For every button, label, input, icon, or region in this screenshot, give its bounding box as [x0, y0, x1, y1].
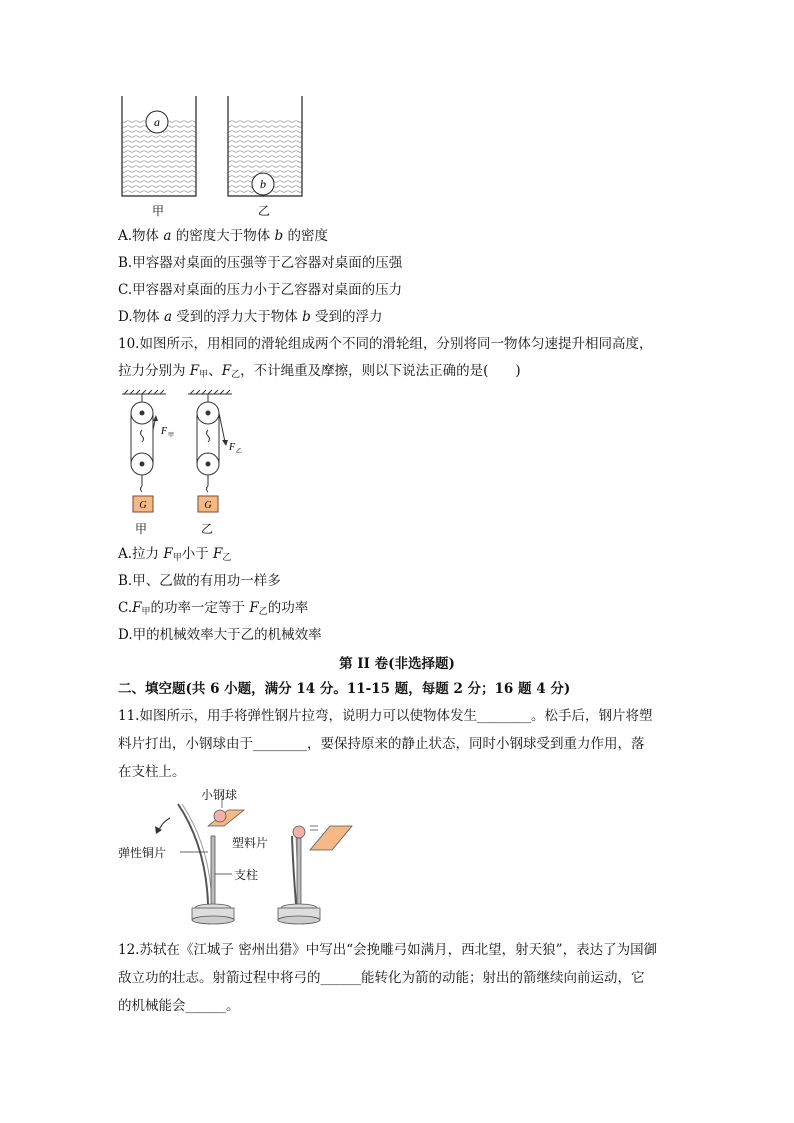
ball-a-label: a [154, 115, 160, 129]
caption-yi: 乙 [258, 204, 271, 218]
q12-line2: 敌立功的壮志。射箭过程中将弓的______能转化为箭的动能；射出的箭继续向前运动，它 [118, 970, 645, 986]
caption-jia: 甲 [152, 204, 165, 218]
apparatus-left [155, 804, 244, 924]
q9-option-c: C.甲容器对桌面的压力小于乙容器对桌面的压力 [118, 282, 403, 298]
arrow-right [222, 440, 228, 446]
pulley-system-left [131, 394, 156, 492]
q11-line1: 11.如图所示，用手将弹性钢片拉弯，说明力可以使物体发生________。松手后，钢片将塑 [118, 708, 653, 724]
apparatus-right [278, 826, 352, 924]
weight-left-label: G [139, 500, 147, 511]
q10-option-d: D.甲的机械效率大于乙的机械效率 [118, 627, 322, 643]
weight-right-label: G [204, 500, 212, 511]
q9-option-a: A.物体 a 的密度大于物体 b 的密度 [118, 228, 328, 244]
force-left-sub: 甲 [168, 432, 175, 439]
containers-figure [118, 94, 318, 224]
q12-line3: 的机械能会______。 [118, 998, 240, 1014]
q10-stem-line2: 拉力分别为 $F_甲$、$F_乙$，不计绳重及摩擦，则以下说法正确的是( ) [118, 363, 521, 380]
spring-figure [118, 786, 368, 930]
arrow-left [153, 415, 158, 421]
label-pillar: 支柱 [234, 868, 259, 882]
q9-option-d: D.物体 a 受到的浮力大于物体 b 受到的浮力 [118, 309, 383, 325]
q10-option-b: B.甲、乙做的有用功一样多 [118, 573, 281, 589]
label-spring-copper: 弹性铜片 [118, 846, 167, 860]
q11-line3: 在支柱上。 [118, 764, 186, 780]
pulley-caption-yi: 乙 [201, 522, 214, 536]
q10-stem-line1: 10.如图所示，用相同的滑轮组成两个不同的滑轮组，分别将同一物体匀速提升相同高度， [118, 336, 653, 352]
label-steel-ball: 小钢球 [201, 788, 238, 802]
force-right-label: F [229, 442, 236, 453]
force-left-label: F [161, 426, 168, 437]
q9-option-b: B.甲容器对桌面的压强等于乙容器对桌面的压强 [118, 255, 403, 271]
ball-b-label: b [260, 177, 266, 191]
pulley-figure [118, 386, 268, 538]
section-title: 第 II 卷(非选择题) [339, 656, 455, 672]
q12-line1: 12.苏轼在《江城子 密州出猎》中写出“会挽雕弓如满月，西北望，射天狼”，表达了为国御 [118, 942, 658, 958]
ceiling-left [122, 390, 166, 394]
q10-option-c: $C.F_甲$的功率一定等于 $F_乙$的功率 [118, 600, 309, 617]
section-heading: 二、填空题(共 6 小题，满分 14 分。11-15 题，每题 2 分；16 题 4 分) [118, 681, 571, 697]
force-right-sub: 乙 [236, 448, 243, 455]
pulley-caption-jia: 甲 [135, 522, 148, 536]
pulley-diagram [118, 386, 268, 538]
q10-option-a: A.拉力 $F_甲$小于 $F_乙$ [118, 546, 232, 563]
label-plastic-sheet: 塑料片 [232, 836, 269, 850]
containers-diagram [118, 94, 318, 224]
pulley-system-right [197, 394, 225, 492]
q11-line2: 料片打出，小钢球由于________，要保持原来的静止状态，同时小钢球受到重力作用，落 [118, 736, 645, 752]
ceiling-right [188, 390, 232, 394]
